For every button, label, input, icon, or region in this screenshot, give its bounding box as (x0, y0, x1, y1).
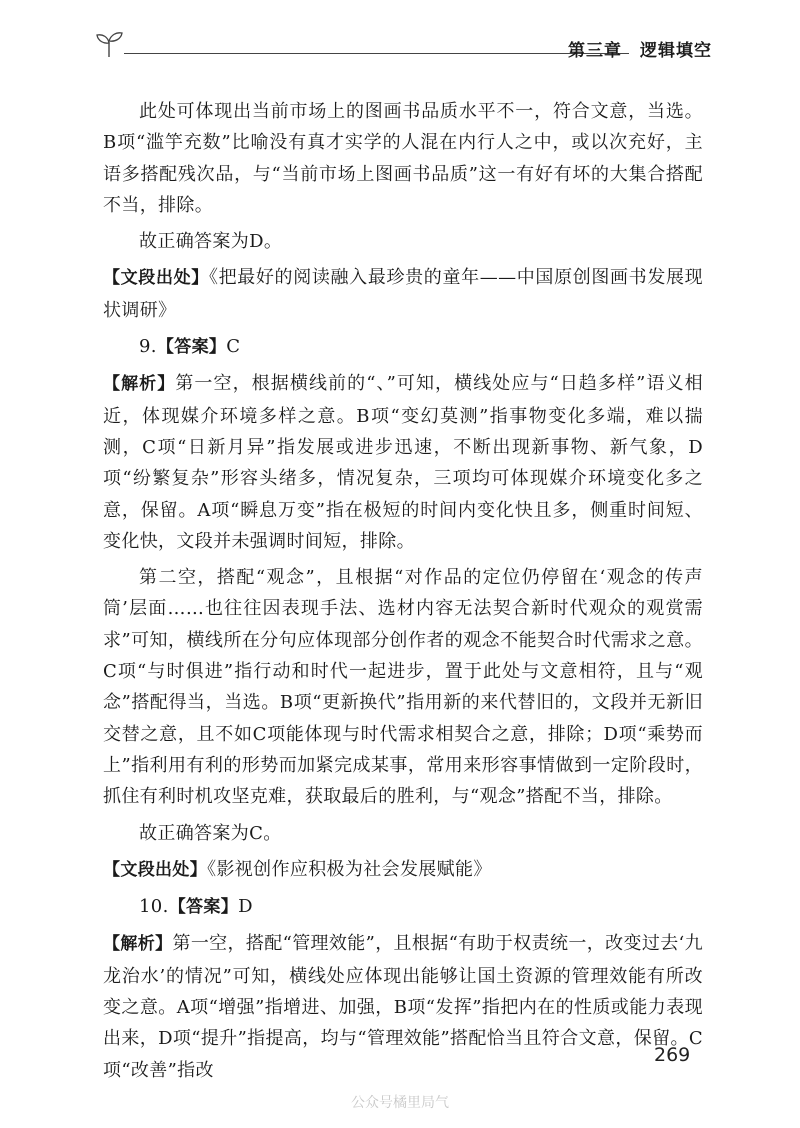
answer-letter: C (226, 336, 241, 358)
answer-letter: D (238, 896, 253, 918)
source-line: 【文段出处】《把最好的阅读融入最珍贵的童年——中国原创图画书发展现状调研》 (103, 267, 703, 321)
page-header (88, 28, 712, 68)
watermark: 公众号橘里局气 (351, 1095, 449, 1111)
analysis-paragraph: 【解析】第一空，搭配“管理效能”，且根据“有助于权责统一，改变过去‘九龙治水’的情况”可知，横线处应体现出能够让国土资源的管理效能有所改变之意。A项“增强”指增进、加强，B项“发挥”指把内在的性质或能力表现出来，D项“提升”指提高，均与“管理效能”搭配恰当且符合文意，保留。C项“改善”指改 (103, 933, 703, 1081)
chapter-title: 第三章 逻辑填空 (568, 41, 712, 61)
source-tag: 【文段出处】 (103, 859, 208, 880)
paragraph: 此处可体现出当前市场上的图画书品质水平不一，符合文意，当选。B项“滥竽充数”比喻没有真才实学的人混在内行人之中，或以次充好，主语多搭配残次品，与“当前市场上图画书品质”这一有好有坏的大集合搭配不当，排除。 (103, 101, 703, 216)
paragraph: 第二空，搭配“观念”，且根据“对作品的定位仍停留在‘观念的传声筒’层面……也往往因表现手法、选材内容无法契合新时代观众的观赏需求”可知，横线所在分句应体现部分创作者的观念不能契合时代需求之意。C项“与时俱进”指行动和时代一起进步，置于此处与文意相符，且与“观念”搭配得当，当选。B项“更新换代”指用新的来代替旧的，文段并无新旧交替之意，且不如C项能体现与时代需求相契合之意，排除；D项“乘势而上”指利用有利的形势而加紧完成某事，常用来形容事情做到一定阶段时，抓住有利时机攻坚克难，获取最后的胜利，与“观念”搭配不当，排除。 (103, 567, 703, 808)
analysis-tag: 【解析】 (103, 934, 173, 955)
answer-tag: 【答案】 (156, 337, 227, 358)
analysis-tag: 【解析】 (103, 374, 176, 395)
answer-line (103, 891, 703, 923)
answer-tag: 【答案】 (168, 897, 239, 918)
source-tag: 【文段出处】 (103, 268, 209, 289)
paragraph: 故正确答案为D。 (139, 231, 283, 253)
sprout-icon (94, 30, 124, 58)
analysis-paragraph: 【解析】第一空，根据横线前的“、”可知，横线处应与“日趋多样”语义相近，体现媒介环境多样之意。B项“变幻莫测”指事物变化多端，难以揣测，C项“日新月异”指发展或进步迅速，不断出现新事物、新气象，D项“纷繁复杂”形容头绪多，情况复杂，三项均可体现媒介环境变化多之意，保留。A项“瞬息万变”指在极短的时间内变化快且多，侧重时间短、变化快，文段并未强调时间短，排除。 (103, 373, 703, 552)
page-body (103, 96, 703, 1086)
header-rule (124, 53, 629, 54)
answer-line (103, 331, 703, 363)
source-line: 【文段出处】《影视创作应积极为社会发展赋能》 (103, 858, 492, 880)
page-number: 269 (654, 1044, 691, 1066)
question-number: 9. (139, 336, 157, 358)
paragraph: 故正确答案为C。 (139, 822, 282, 844)
question-number: 10. (139, 896, 169, 918)
